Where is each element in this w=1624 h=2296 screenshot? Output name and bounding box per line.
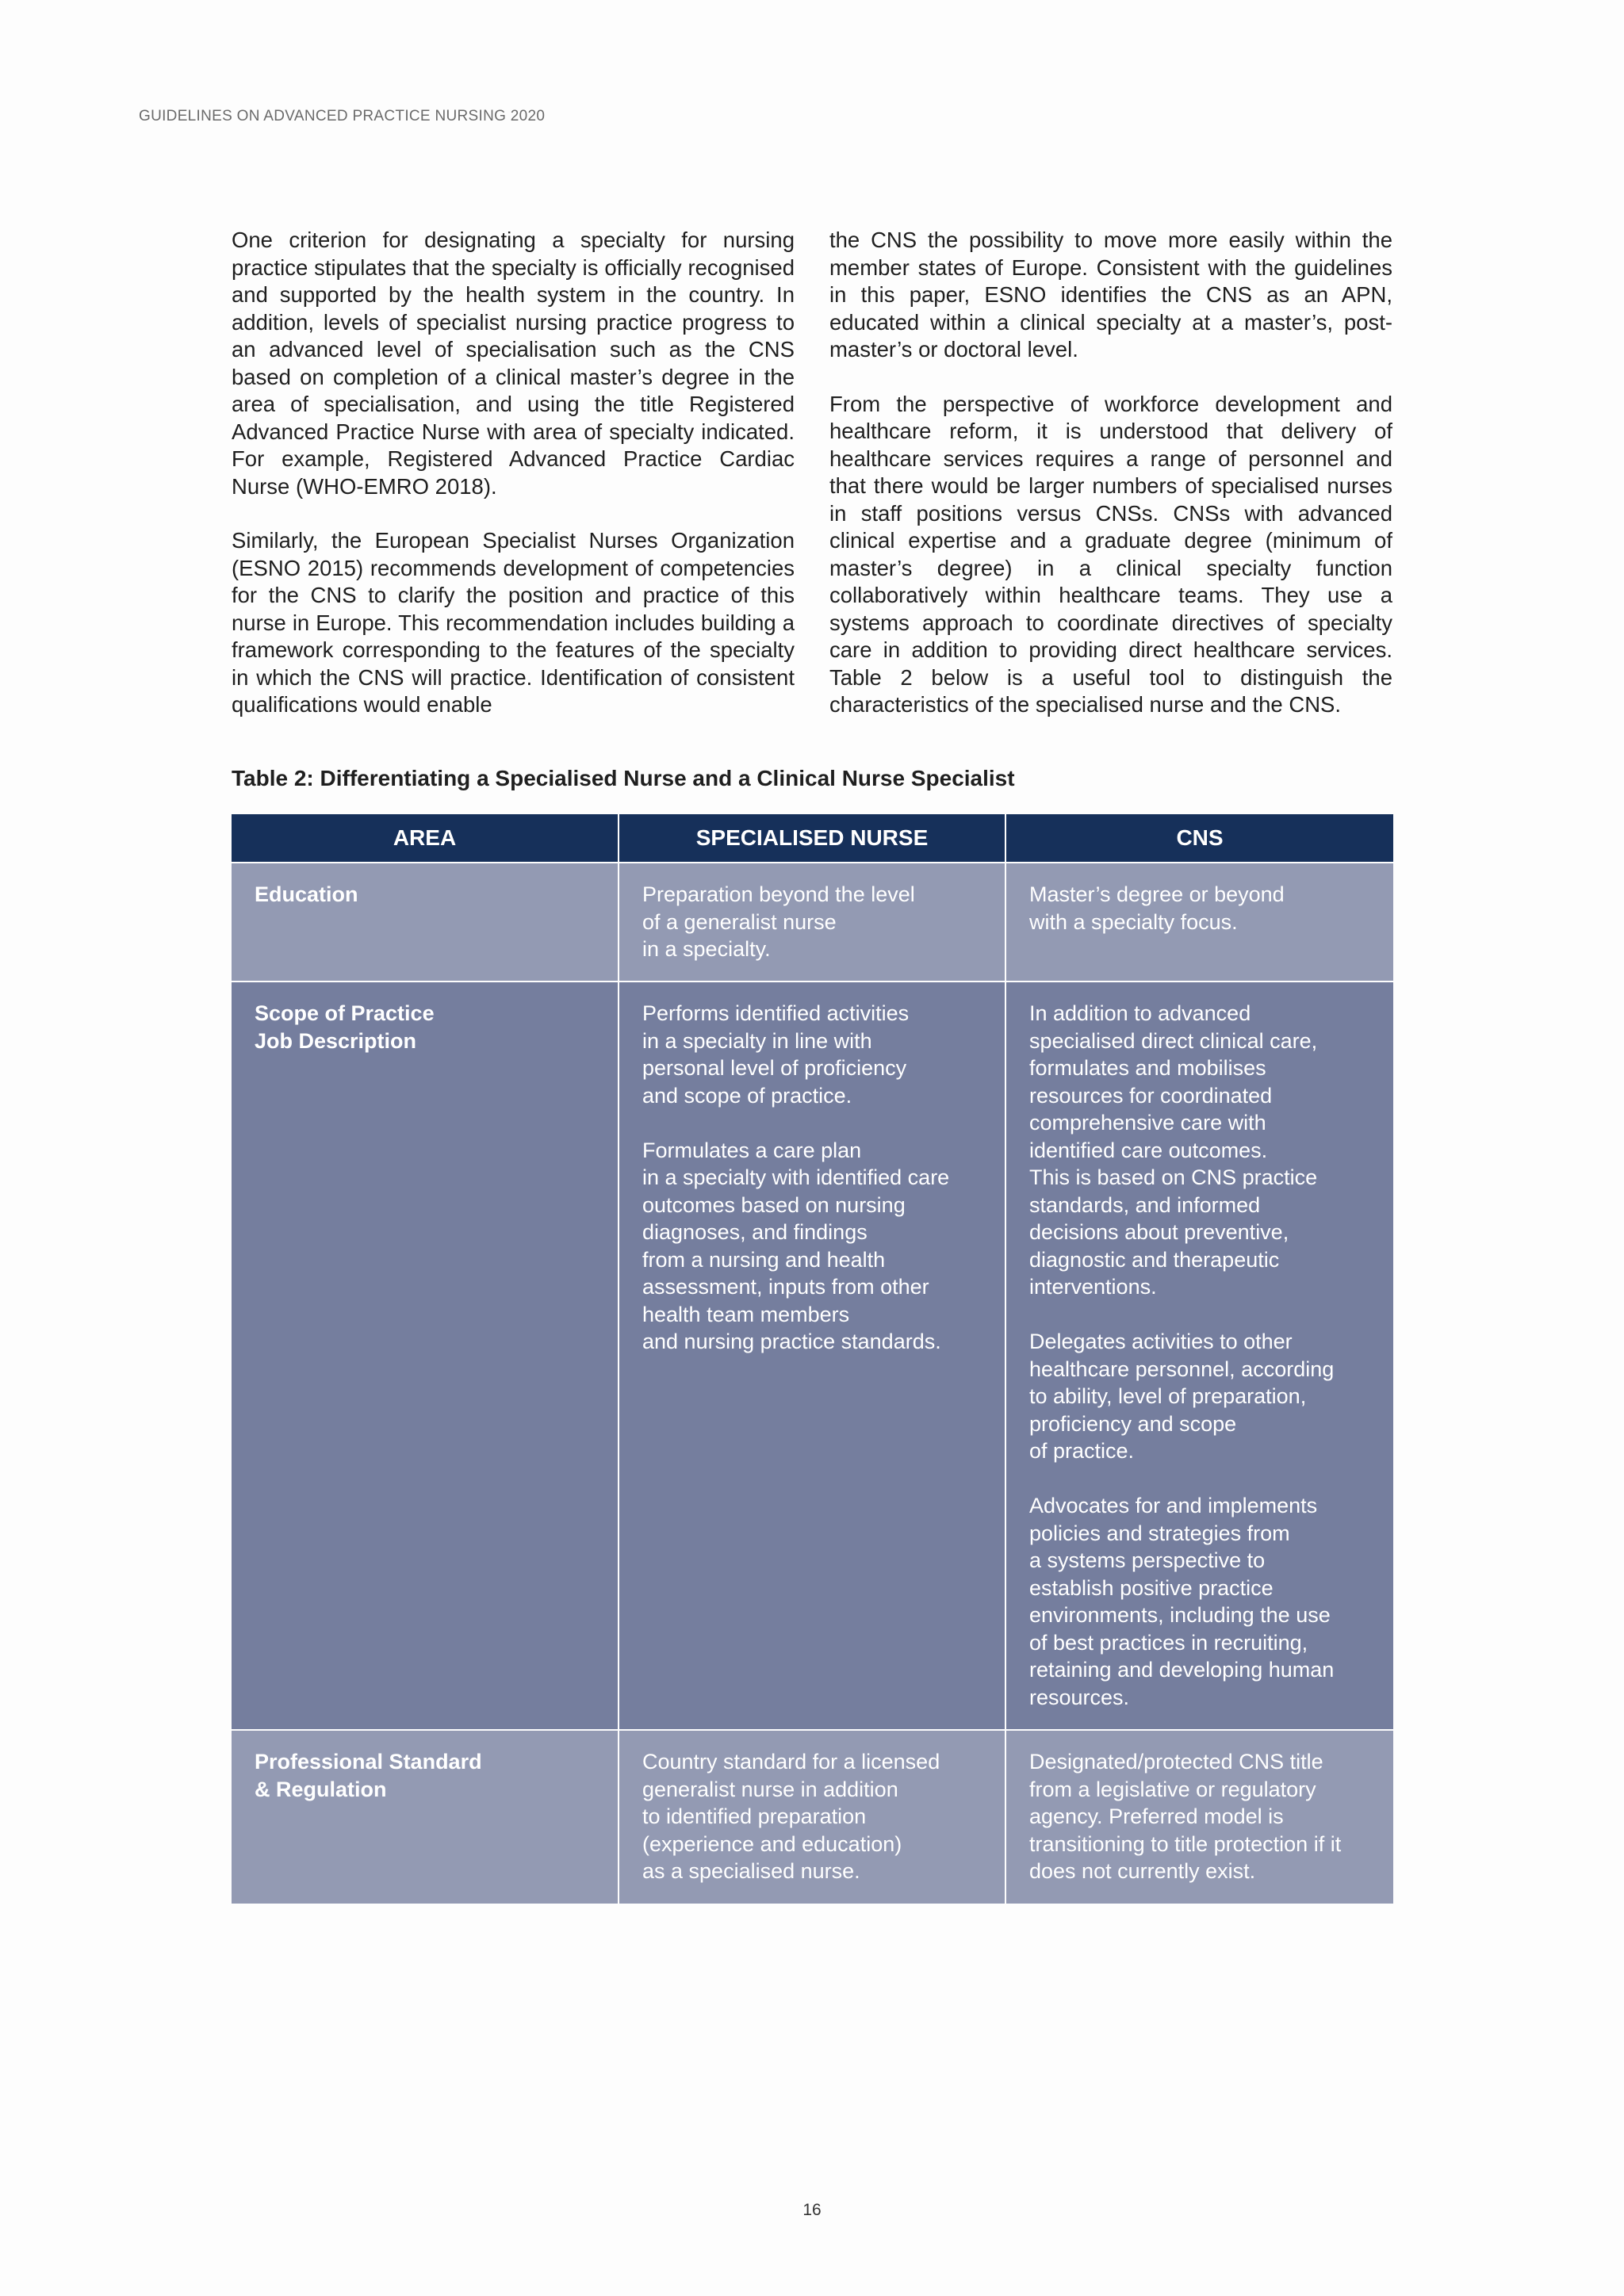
running-header: GUIDELINES ON ADVANCED PRACTICE NURSING 2020 xyxy=(139,108,546,124)
paragraph: From the perspective of workforce development and healthcare reform, it is understood that delivery of healthcare services requires a range of personnel and that there would be larger numbers of specialised nurses in staff positions versus CNSs. CNSs with advanced clinical expertise and a graduate degree (minimum of master’s degree) in a clinical specialty function collaboratively within healthcare teams. They use a systems approach to coordinate directives of specialty care in addition to providing direct healthcare services. Table 2 below is a useful tool to distinguish the characteristics of the specialised nurse and the CNS. xyxy=(829,391,1392,717)
cell-text: Designated/protected CNS title from a legislative or regulatory agency. Preferred model is transitioning to title protection if it does not currently exist. xyxy=(1029,1750,1342,1883)
column-header-cns: CNS xyxy=(1005,814,1393,863)
specialised-nurse-cell xyxy=(619,863,1005,982)
cns-cell xyxy=(1005,863,1393,982)
body-columns xyxy=(232,227,1392,746)
area-cell xyxy=(232,863,619,982)
specialised-nurse-cell xyxy=(619,1730,1005,1904)
paragraph: Similarly, the European Specialist Nurses Organization (ESNO 2015) recommends development of competencies for the CNS to clarify the position and practice of this nurse in Europe. This recommendation includes building a framework corresponding to the features of the specialty in which the CNS will practice. Identification of consistent qualifications would enable xyxy=(232,528,795,717)
page-number: 16 xyxy=(802,2201,822,2219)
table-row xyxy=(232,863,1393,982)
comparison-table xyxy=(232,814,1393,1904)
area-cell xyxy=(232,982,619,1730)
area-label: Scope of Practice Job Description xyxy=(255,1001,435,1053)
area-label: Education xyxy=(255,882,358,906)
area-label: Professional Standard & Regulation xyxy=(255,1750,482,1801)
column-header-specialised-nurse: SPECIALISED NURSE xyxy=(619,814,1005,863)
cns-cell xyxy=(1005,982,1393,1730)
table-caption: Table 2: Differentiating a Specialised Nurse and a Clinical Nurse Specialist xyxy=(232,766,1015,790)
paragraph: the CNS the possibility to move more easily within the member states of Europe. Consistent with the guidelines in this paper, ESNO identifies the CNS as an APN, educated within a clinical specialty at a master’s, post-master’s or doctoral level. xyxy=(829,228,1392,362)
cell-text: Country standard for a licensed generalist nurse in addition to identified preparation (experience and education) as a specialised nurse. xyxy=(642,1750,940,1883)
table-row xyxy=(232,982,1393,1730)
table-row xyxy=(232,1730,1393,1904)
cns-cell xyxy=(1005,1730,1393,1904)
column-header-area: AREA xyxy=(232,814,619,863)
cell-text: Performs identified activities in a specialty in line with personal level of proficiency and scope of practice. Formulates a care plan in a specialty with identified care outcomes based on nursing diagnoses, and findings from a nursing and health assessment, inputs from other health team members and nursing practice standards. xyxy=(642,1001,950,1353)
paragraph: One criterion for designating a specialty for nursing practice stipulates that the specialty is officially recognised and supported by the health system in the country. In addition, levels of specialist nursing practice progress to an advanced level of specialisation such as the CNS based on completion of a clinical master’s degree in the area of specialisation, and using the title Registered Advanced Practice Nurse with area of specialty indicated. For example, Registered Advanced Practice Cardiac Nurse (WHO-EMRO 2018). xyxy=(232,228,795,499)
cell-text: In addition to advanced specialised direct clinical care, formulates and mobilises resources for coordinated comprehensive care with identified care outcomes. This is based on CNS practice standards, and informed decisions about preventive, diagnostic and therapeutic interventions. Delegates activities to other healthcare personnel, according to ability, level of preparation, proficiency and scope of practice. Advocates for and implements policies and strategies from a systems perspective to establish positive practice environments, including the use of best practices in recruiting, retaining and developing human resources. xyxy=(1029,1001,1335,1709)
left-column xyxy=(232,227,795,746)
cell-text: Preparation beyond the level of a generalist nurse in a specialty. xyxy=(642,882,915,961)
cell-text: Master’s degree or beyond with a specialty focus. xyxy=(1029,882,1285,934)
table-header-row xyxy=(232,814,1393,863)
area-cell xyxy=(232,1730,619,1904)
specialised-nurse-cell xyxy=(619,982,1005,1730)
right-column xyxy=(829,227,1392,746)
